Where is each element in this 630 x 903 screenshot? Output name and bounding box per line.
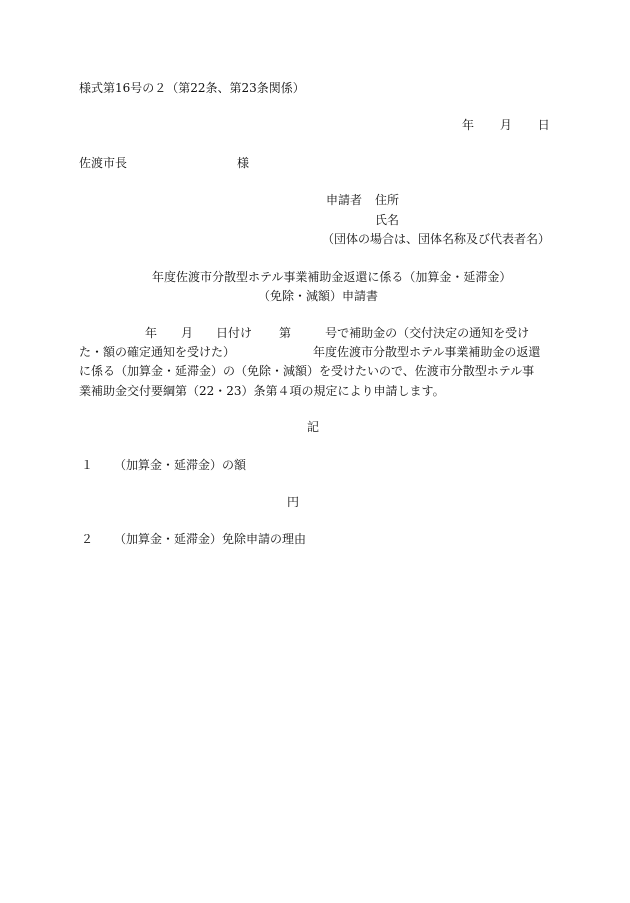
ki-heading: 記 [307, 420, 320, 434]
body-month: 月 [181, 326, 194, 340]
body-dai: 第 [279, 326, 292, 340]
item-2-label: （加算金・延滞金）免除申請の理由 [114, 532, 307, 546]
recipient [79, 157, 249, 169]
body-line-4: 業補助金交付要綱第（22・23）条第４項の規定により申請します。 [79, 384, 445, 398]
date-month: 月 [499, 118, 512, 132]
applicant-label: 申請者 [326, 193, 363, 207]
date-year: 年 [462, 118, 475, 132]
body-line-2-start: た・額の確定通知を受けた） [79, 345, 236, 359]
date-line [462, 119, 550, 131]
document-title-line-1: 年度佐渡市分散型ホテル事業補助金返還に係る（加算金・延滞金） [152, 270, 512, 284]
yen-unit: 円 [287, 495, 300, 509]
body-line-3: に係る（加算金・延滞金）の（免除・減額）を受けたいので、佐渡市分散型ホテル事 [79, 364, 535, 378]
date-day: 日 [537, 118, 550, 132]
body-line-1 [79, 327, 529, 339]
body-year: 年 [145, 326, 158, 340]
body-line-1-rest: 号で補助金の（交付決定の通知を受け [325, 326, 530, 340]
item-2-number: ２ [81, 532, 94, 546]
body-dated: 日付け [216, 326, 253, 340]
recipient-honorific: 様 [237, 156, 250, 170]
recipient-name: 佐渡市長 [79, 156, 128, 170]
body-line-2-end: 年度佐渡市分散型ホテル事業補助金の返還 [313, 345, 541, 359]
document-title-line-2: （免除・減額）申請書 [258, 289, 379, 303]
item-2 [81, 533, 306, 545]
form-number: 様式第16号の２（第22条、第23条関係） [79, 81, 305, 95]
item-1 [81, 459, 246, 471]
applicant-address-label: 住所 [375, 193, 400, 207]
item-1-label: （加算金・延滞金）の額 [114, 458, 247, 472]
body-line-2 [79, 346, 540, 358]
applicant-note: （団体の場合は、団体名称及び代表者名） [322, 232, 551, 246]
item-1-number: １ [81, 458, 94, 472]
applicant-name-label: 氏名 [375, 213, 400, 227]
